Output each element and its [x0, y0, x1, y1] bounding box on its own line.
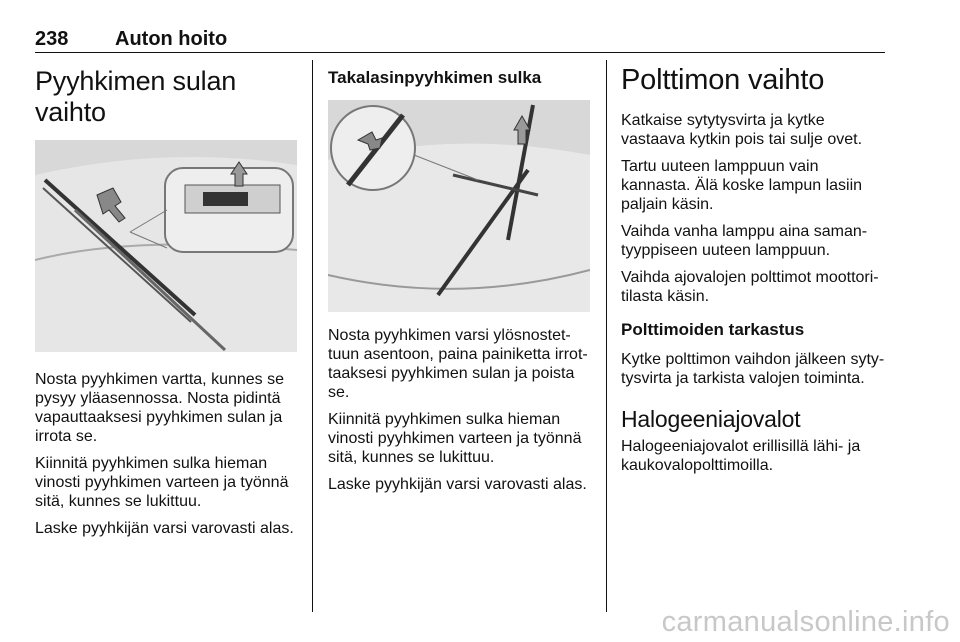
paragraph: Laske pyyhkijän varsi varovasti alas. [328, 476, 587, 493]
column-wiper-blade [35, 60, 297, 538]
paragraph: Kiinnitä pyyhkimen sulka hieman vinosti pyyhkimen varteen ja työnnä sitä, kunnes se lukittuu. [328, 411, 582, 466]
paragraph: Kytke polttimon vaihdon jälkeen syty- tysvirta ja tarkista valojen toiminta. [621, 351, 885, 387]
page-number: 238 [35, 28, 69, 50]
paragraph: Vaihda ajovalojen polttimot moottori- tilasta käsin. [621, 269, 879, 305]
paragraph: Nosta pyyhkimen vartta, kunnes se pysyy yläasennossa. Nosta pidintä vapauttaaksesi pyyhkimen sulan ja irrota se. [35, 371, 285, 445]
column-divider [312, 60, 313, 612]
paragraph: Katkaise sytytysvirta ja kytke vastaava kytkin pois tai sulje ovet. [621, 112, 863, 148]
paragraph: Kiinnitä pyyhkimen sulka hieman vinosti pyyhkimen varteen ja työnnä sitä, kunnes se lukittuu. [35, 455, 289, 510]
section-title: Pyyhkimen sulan vaihto [35, 66, 237, 127]
header-rule [35, 52, 885, 53]
watermark: carmanualsonline.info [661, 606, 950, 638]
wiper-blade-illustration [35, 140, 297, 352]
section-title: Polttimon vaihto [621, 64, 825, 96]
paragraph: Vaihda vanha lamppu aina saman- tyyppiseen uuteen lamppuun. [621, 223, 868, 259]
chapter-title: Auton hoito [115, 28, 228, 50]
paragraph: Tartu uuteen lamppuun vain kannasta. Älä koske lampun lasiin paljain käsin. [621, 158, 863, 213]
column-bulb-replacement [621, 60, 887, 475]
paragraph: Laske pyyhkijän varsi varovasti alas. [35, 520, 294, 537]
section-title: Takalasinpyyhkimen sulka [328, 68, 542, 87]
column-rear-wiper [328, 60, 593, 494]
paragraph: Nosta pyyhkimen varsi ylösnostet- tuun asentoon, paina painiketta irrot- taaksesi pyyhkimen sulan ja poista se. [328, 327, 588, 401]
subsection-title-large: Halogeeniajovalot [621, 406, 801, 432]
rear-wiper-illustration [328, 100, 590, 312]
subsection-title: Polttimoiden tarkastus [621, 320, 805, 339]
paragraph: Halogeeniajovalot erillisillä lähi- ja kaukovalopolttimoilla. [621, 438, 861, 474]
column-divider [606, 60, 607, 612]
page-header [35, 28, 885, 50]
